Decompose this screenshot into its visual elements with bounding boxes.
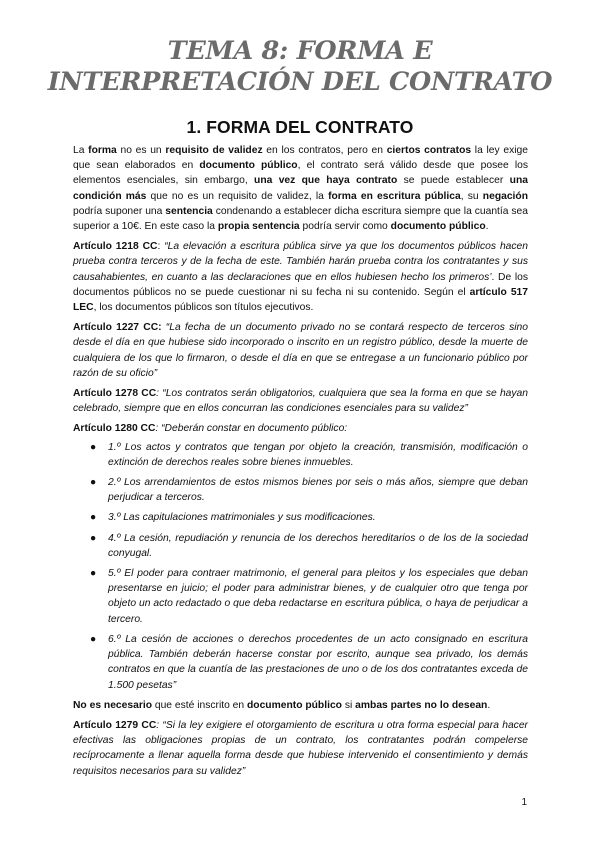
paragraph-art-1278 — [73, 386, 528, 416]
list-item — [90, 632, 528, 693]
page-title: TEMA 8: FORMA E INTERPRETACIÓN DEL CONTRATO — [47, 36, 553, 97]
text-run: que esté inscrito en — [151, 699, 247, 711]
paragraph-text: , los documentos públicos son títulos ejecutivos. — [93, 302, 314, 314]
text-run: la ley exige que sean elaborados en — [73, 145, 528, 172]
bold-text: negación — [482, 190, 528, 202]
paragraph-art-1218 — [73, 239, 528, 315]
bold-text: una vez que haya contrato — [254, 175, 398, 187]
list-item — [90, 566, 528, 627]
text-run: , el contrato será válido desde que posee los elementos esenciales, sin embargo, — [73, 160, 529, 187]
paragraph-forma — [73, 143, 528, 234]
text-run: . — [485, 221, 489, 233]
bold-text: forma — [88, 145, 117, 156]
text-run: que no es un requisito de validez, la — [146, 190, 329, 202]
bold-text: propia sentencia — [217, 221, 300, 233]
bold-text: forma en escritura pública — [328, 190, 461, 202]
bullet-icon: ● — [90, 633, 97, 645]
article-label: Artículo 1279 CC — [73, 719, 157, 731]
bold-text: documento público — [199, 160, 298, 172]
text-run: condenando a establecer dicha escritura siempre que la cuantía sea superior a 10€. En este caso la — [73, 205, 528, 233]
section-heading: 1. FORMA DEL CONTRATO — [186, 117, 414, 137]
list-item-text: 3.º Las capitulaciones matrimoniales y sus modificaciones. — [108, 512, 376, 524]
paragraph-art-1279 — [73, 718, 528, 779]
article-quote: “La fecha de un documento privado no se contará respecto de terceros sino desde el día en que hubiese sido incorporado o inscrito en un registro público, desde la muerte de cualquiera de los que lo firmaron, o desde el día en que se entregase a un funcionario público por razón de su oficio” — [73, 322, 528, 379]
bold-text: ambas partes no lo desean — [355, 699, 488, 711]
bullet-icon: ● — [90, 512, 97, 524]
bullet-icon: ● — [90, 477, 97, 489]
article-label: Artículo 1218 CC — [73, 241, 158, 253]
text-run: se puede establecer — [397, 175, 510, 187]
paragraph-art-1280 — [73, 421, 528, 436]
text-run: si — [341, 699, 356, 711]
text-run: podría suponer una — [73, 205, 166, 217]
list-item — [90, 510, 528, 525]
bold-text: ciertos contratos — [386, 145, 472, 156]
bullet-icon: ● — [90, 441, 97, 453]
bold-text: requisito de validez — [165, 145, 263, 156]
text-run: . — [487, 699, 491, 711]
article-reference: artículo 517 LEC — [73, 286, 528, 314]
article-label: Artículo 1278 CC — [73, 388, 157, 400]
article-1280-list — [73, 440, 528, 693]
bold-text: documento público — [247, 699, 342, 711]
list-item-text: 1.º Los actos y contratos que tengan por objeto la creación, transmisión, modificación o extinción de derechos reales sobre bienes inmuebles. — [108, 441, 528, 468]
article-label: Artículo 1280 CC — [73, 423, 156, 435]
article-quote: : “Deberán constar en documento público: — [155, 423, 348, 435]
list-item-text: 2.º Los arrendamientos de estos mismos bienes por seis o más años, siempre que deban perjudicar a terceros. — [108, 477, 528, 504]
bold-text: sentencia — [165, 205, 213, 217]
text-run: en los contratos, pero en — [262, 145, 387, 156]
list-item-text: 5.º El poder para contraer matrimonio, el general para pleitos y los especiales que deban presentarse en juicio; el poder para administrar bienes, y de cualquier otro que tenga por objeto un acto redactado o que deba redactarse en escritura pública, o haya de perjudicar a tercero. — [108, 568, 528, 625]
text-run: podría servir como — [299, 221, 391, 233]
paragraph-note — [73, 698, 528, 713]
article-quote: : “Los contratos serán obligatorios, cualquiera que sea la forma en que se hayan celebrado, siempre que en ellos concurran las condiciones esenciales para su validez” — [73, 388, 528, 415]
page-number: 1 — [521, 797, 527, 808]
bold-text: No es necesario — [73, 699, 152, 711]
list-item — [90, 440, 528, 470]
document-body — [73, 143, 528, 784]
text-run: no es un — [116, 145, 166, 156]
article-quote: : “Si la ley exigiere el otorgamiento de escritura u otra forma especial para hacer efectivas las obligaciones propias de un contrato, los contratantes podrán compelerse recíprocamente a llenar aquella forma desde que hubiese intervenido el consentimiento y demás requisitos necesarios para su validez” — [73, 719, 528, 777]
bullet-icon: ● — [90, 568, 97, 580]
list-item — [90, 475, 528, 505]
article-quote: “La elevación a escritura pública sirve ya que los documentos públicos hacen prueba contra terceros y de la fecha de este. También harán prueba contra los contratantes y sus causahabientes, en cuanto a las declaraciones que en ellos hubiesen hecho los primeros’ — [73, 241, 528, 283]
paragraph-text: . De los documentos públicos no se puede cuestionar ni su fecha ni su contenido. Según el — [73, 271, 528, 298]
bold-text: documento público — [390, 221, 486, 233]
list-item-text: 6.º La cesión de acciones o derechos procedentes de un acto consignado en escritura pública. También deberán hacerse constar por escrito, aunque sea privado, los demás contratos en que la cuantía de las prestaciones de uno o de los dos contratantes exceda de 1.500 pesetas” — [108, 633, 528, 691]
text-run: , su — [460, 190, 483, 202]
list-item-text: 4.º La cesión, repudiación y renuncia de los derechos hereditarios o de los de la sociedad conyugal. — [108, 532, 528, 559]
separator: : — [157, 241, 165, 253]
list-item — [90, 531, 528, 561]
bullet-icon: ● — [90, 532, 97, 544]
paragraph-art-1227 — [73, 320, 528, 381]
bold-text: una condición más — [73, 175, 528, 202]
text-run: La — [73, 145, 89, 156]
article-label: Artículo 1227 CC: — [73, 322, 162, 334]
